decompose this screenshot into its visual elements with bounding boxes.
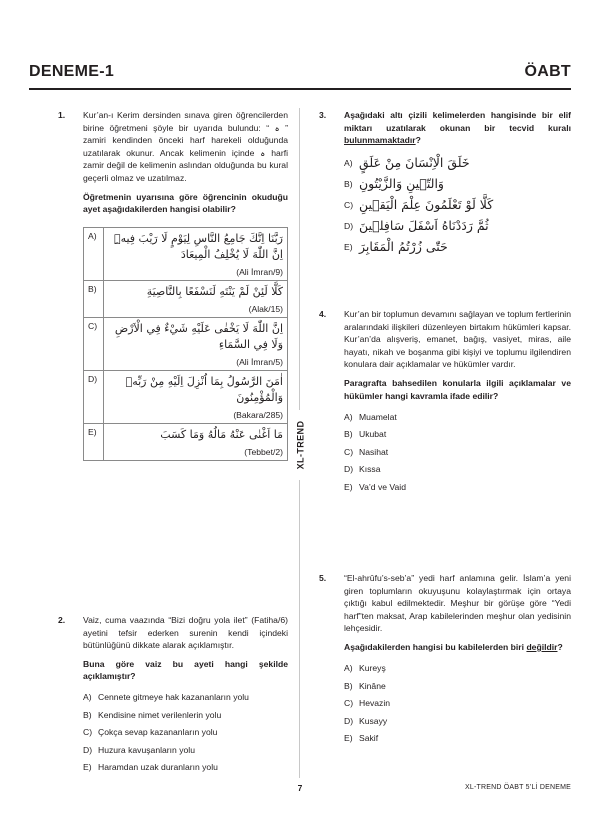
option-letter: B) (83, 709, 92, 720)
option-letter: C) (344, 199, 354, 210)
question-stem: Buna göre vaiz bu ayeti hangi şekilde açıklamıştır? (83, 658, 288, 682)
side-label-text: XL-TREND (295, 420, 306, 470)
option-text: Nasihat (359, 446, 389, 457)
option-text: Va’d ve Vaid (359, 481, 406, 492)
option-text: Kıssa (359, 464, 381, 475)
option-arabic: كَلَّا لَوْ تَعْلَمُونَ عِلْمَ الْيَق۪ينِ (359, 197, 494, 213)
option-b[interactable] (83, 706, 288, 724)
ayet-source: (Tebbet/2) (244, 447, 283, 457)
question-2 (58, 614, 288, 776)
option-letter: C) (344, 698, 354, 709)
question-text: “El-ahrûfu’s-seb’a” yedi harf anlamına gelir. İslam’a yeni giren toplumların okuyuşunu kolaylaştırmak için ortaya çıktığı kabul edilmektedir. Meşhur bir görüşe göre “Yedi harf”ten maksat, Arap kabilelerinden meşhur olan yedisinin lehçesidir. (344, 573, 571, 634)
option-letter: E) (344, 481, 353, 492)
question-text: Kur’an-ı Kerim dersinden sınava giren öğrencilerden birine öğretmeni şöyle bir uyarıda bulundu: “ ہ ” zamiri kendinden önceki harf harekeli olduğunda uzatılarak okunur. Ancak kelimenin içinde ہ harfi zamir değil de kelimenin aslından olduğunda bu kural geçerli olmaz ve uzatılmaz. (83, 110, 289, 183)
option-letter: D) (344, 715, 354, 726)
question-3 (319, 109, 571, 258)
stem-underlined: bulunmamaktadır (344, 135, 416, 146)
option-c[interactable] (344, 195, 571, 216)
stem-end: ? (415, 135, 421, 146)
option-arabic: خَلَقَ الْاِنْسَانَ مِنْ عَلَقٍ (359, 155, 470, 171)
option-letter: B) (344, 680, 353, 691)
option-b[interactable] (344, 426, 571, 444)
option-letter: A) (344, 157, 353, 168)
option-letter: C) (83, 727, 93, 738)
option-text: Hevazin (359, 698, 391, 709)
ayet-text: رَبَّنَا اِنَّكَ جَامِعُ النَّاسِ لِيَوْمٍ لَا رَيْبَ فِيهِۜ اِنَّ اللّٰهَ لَا يُخْلِفُ الْمِيعَادَ (113, 232, 283, 261)
option-arabic: وَالتّ۪ينِ وَالزَّيْتُونِ (359, 176, 444, 192)
option-b[interactable] (344, 174, 571, 195)
option-e[interactable] (344, 237, 571, 258)
question-stem (344, 109, 571, 147)
option-c[interactable] (344, 443, 571, 461)
ayet-options-table (83, 227, 288, 461)
option-letter: B) (344, 429, 353, 440)
question-number: 5. (319, 573, 327, 583)
option-e[interactable] (83, 759, 288, 777)
option-b[interactable] (84, 281, 288, 318)
option-letter: E) (344, 733, 353, 744)
option-c[interactable] (83, 724, 288, 742)
question-text: Kur’an bir toplumun devamını sağlayan ve toplum fertlerinin aralarındaki ilişkileri düzenleyen birtakım hükümleri kapsar. Kur’an’da alışveriş, emanet, bağış, vasiyet, miras, aile hayatı, nikah ve boşanma gibi kişiyi ve toplumu ilgilendiren konulara dair açıklamalar ve hükümler vardır. (344, 309, 571, 370)
ayet-text: مَا اَغْنٰى عَنْهُ مَالُهُ وَمَا كَسَبَ (160, 428, 283, 441)
option-e[interactable] (344, 730, 571, 748)
question-stem (344, 641, 571, 654)
option-text: Haramdan uzak duranların yolu (98, 762, 218, 773)
footer-series-title: XL-TREND ÖABT 5’Lİ DENEME (464, 784, 571, 791)
ayet-text: كَلَّا لَئِنْ لَمْ يَنْتَهِ لَنَسْفَعًا بِالنَّاصِيَةِ (146, 285, 283, 298)
options-list (344, 408, 571, 496)
page-number: 7 (297, 783, 303, 793)
question-number: 2. (58, 615, 66, 625)
option-letter: D) (344, 464, 354, 475)
exam-title: DENEME-1 (29, 63, 115, 80)
option-text: Huzura kavuşanların yolu (98, 744, 195, 755)
ayet-source: (Ali İmran/5) (236, 357, 283, 367)
option-letter: D) (83, 744, 93, 755)
exam-type: ÖABT (524, 63, 571, 80)
option-d[interactable] (84, 371, 288, 424)
option-d[interactable] (344, 216, 571, 237)
option-b[interactable] (344, 677, 571, 695)
option-letter: D) (84, 371, 104, 424)
ayet-source: (Bakara/285) (233, 410, 283, 420)
question-4 (319, 308, 571, 496)
option-text: Cennete gitmeye hak kazananların yolu (98, 692, 249, 703)
side-label (290, 410, 310, 480)
stem-part: Aşağıdakilerden hangisi bu kabilelerden biri (344, 641, 527, 652)
option-letter: B) (344, 178, 353, 189)
question-text: Vaiz, cuma vaazında “Bizi doğru yola ilet” (Fatiha/6) ayetini tefsir ederken surenin kendi içindeki bütünlüğünü dikkate alarak açıklamıştır. (83, 615, 288, 651)
option-a[interactable] (344, 660, 571, 678)
option-letter: A) (344, 663, 353, 674)
option-letter: E) (83, 762, 92, 773)
stem-underlined: değildir (526, 641, 558, 652)
stem-part: Aşağıdaki altı çizili kelimelerden hangisinde bir elif miktarı uzatılarak okunan bir tecvid kuralı (344, 110, 571, 133)
option-arabic: حَتّٰى زُرْتُمُ الْمَقَابِرَ (359, 239, 448, 255)
stem-end: ? (557, 641, 563, 652)
ayet-text: اٰمَنَ الرَّسُولُ بِمَا اُنْزِلَ اِلَيْهِ مِنْ رَبِّه۪ وَالْمُؤْمِنُونَ (125, 375, 283, 404)
question-number: 3. (319, 110, 327, 120)
ayet-source: (Alak/15) (248, 304, 283, 314)
options-list (83, 689, 288, 777)
option-text: Sakif (359, 733, 379, 744)
option-a[interactable] (83, 689, 288, 707)
option-arabic: ثُمَّ رَدَدْنَاهُ اَسْفَلَ سَافِل۪ينَ (359, 218, 489, 234)
options-list (344, 153, 571, 258)
option-letter: D) (344, 220, 354, 231)
option-e[interactable] (84, 424, 288, 461)
question-stem: Paragrafta bahsedilen konularla ilgili açıklamalar ve hükümler hangi kavramla ifade edilir? (344, 377, 571, 401)
option-text: Çokça sevap kazananların yolu (98, 727, 218, 738)
option-letter: B) (84, 281, 104, 318)
option-c[interactable] (344, 695, 571, 713)
header-rule (29, 88, 571, 90)
option-letter: E) (84, 424, 104, 461)
option-a[interactable] (344, 153, 571, 174)
option-text: Muamelat (359, 411, 397, 422)
option-text: Kureyş (359, 663, 386, 674)
ayet-text: اِنَّ اللّٰهَ لَا يَخْفٰى عَلَيْهِ شَيْءٌ فِي الْاَرْضِ وَلَا فِي السَّمَاءِ (114, 322, 283, 351)
option-text: Ukubat (359, 429, 387, 440)
option-letter: A) (83, 692, 92, 703)
option-text: Kendisine nimet verilenlerin yolu (98, 709, 222, 720)
option-letter: A) (84, 228, 104, 281)
option-letter: C) (84, 318, 104, 371)
option-e[interactable] (344, 478, 571, 496)
option-text: Kusayy (359, 715, 388, 726)
option-letter: A) (344, 411, 353, 422)
option-d[interactable] (344, 712, 571, 730)
question-1 (58, 109, 288, 216)
options-list (344, 660, 571, 748)
option-letter: C) (344, 446, 354, 457)
question-number: 4. (319, 309, 327, 319)
option-c[interactable] (84, 318, 288, 371)
question-number: 1. (58, 110, 66, 120)
question-5 (319, 572, 571, 747)
option-letter: E) (344, 241, 353, 252)
question-stem: Öğretmenin uyarısına göre öğrencinin okuduğu ayet aşağıdakilerden hangisi olabilir? (83, 191, 288, 215)
ayet-source: (Ali İmran/9) (236, 267, 283, 277)
option-a[interactable] (344, 408, 571, 426)
option-d[interactable] (344, 461, 571, 479)
option-text: Kinâne (359, 680, 386, 691)
option-a[interactable] (84, 228, 288, 281)
option-d[interactable] (83, 741, 288, 759)
